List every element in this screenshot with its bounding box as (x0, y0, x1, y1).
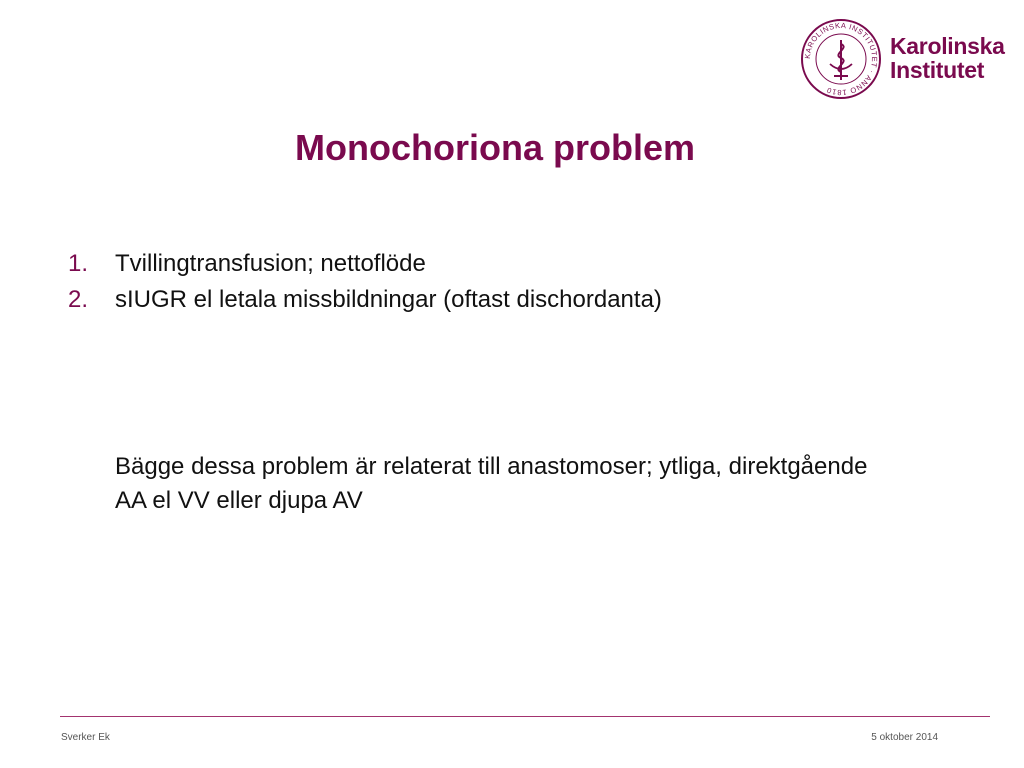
list-text: Tvillingtransfusion; nettoflöde (115, 250, 426, 277)
footer-author: Sverker Ek (61, 732, 110, 743)
svg-text:KAROLINSKA INSTITUTET · ANNO 1: KAROLINSKA INSTITUTET · ANNO 1810 (802, 20, 880, 98)
seal-icon (800, 18, 882, 100)
list-item (68, 246, 662, 282)
logo-line-1: Karolinska (890, 33, 1005, 59)
list-number: 2. (68, 286, 89, 313)
footer-date: 5 oktober 2014 (871, 732, 938, 743)
slide-title: Monochoriona problem (295, 127, 695, 168)
list-number: 1. (68, 250, 89, 277)
logo-line-2: Institutet (890, 57, 985, 83)
karolinska-logo (800, 18, 1005, 100)
numbered-list (68, 246, 662, 318)
list-text: sIUGR el letala missbildningar (oftast dischordanta) (115, 286, 662, 313)
logo-wordmark (890, 34, 1005, 82)
body-paragraph: Bägge dessa problem är relaterat till anastomoser; ytliga, direktgående AA el VV eller djupa AV (115, 453, 868, 514)
footer-divider (60, 716, 990, 717)
list-item (68, 282, 662, 318)
